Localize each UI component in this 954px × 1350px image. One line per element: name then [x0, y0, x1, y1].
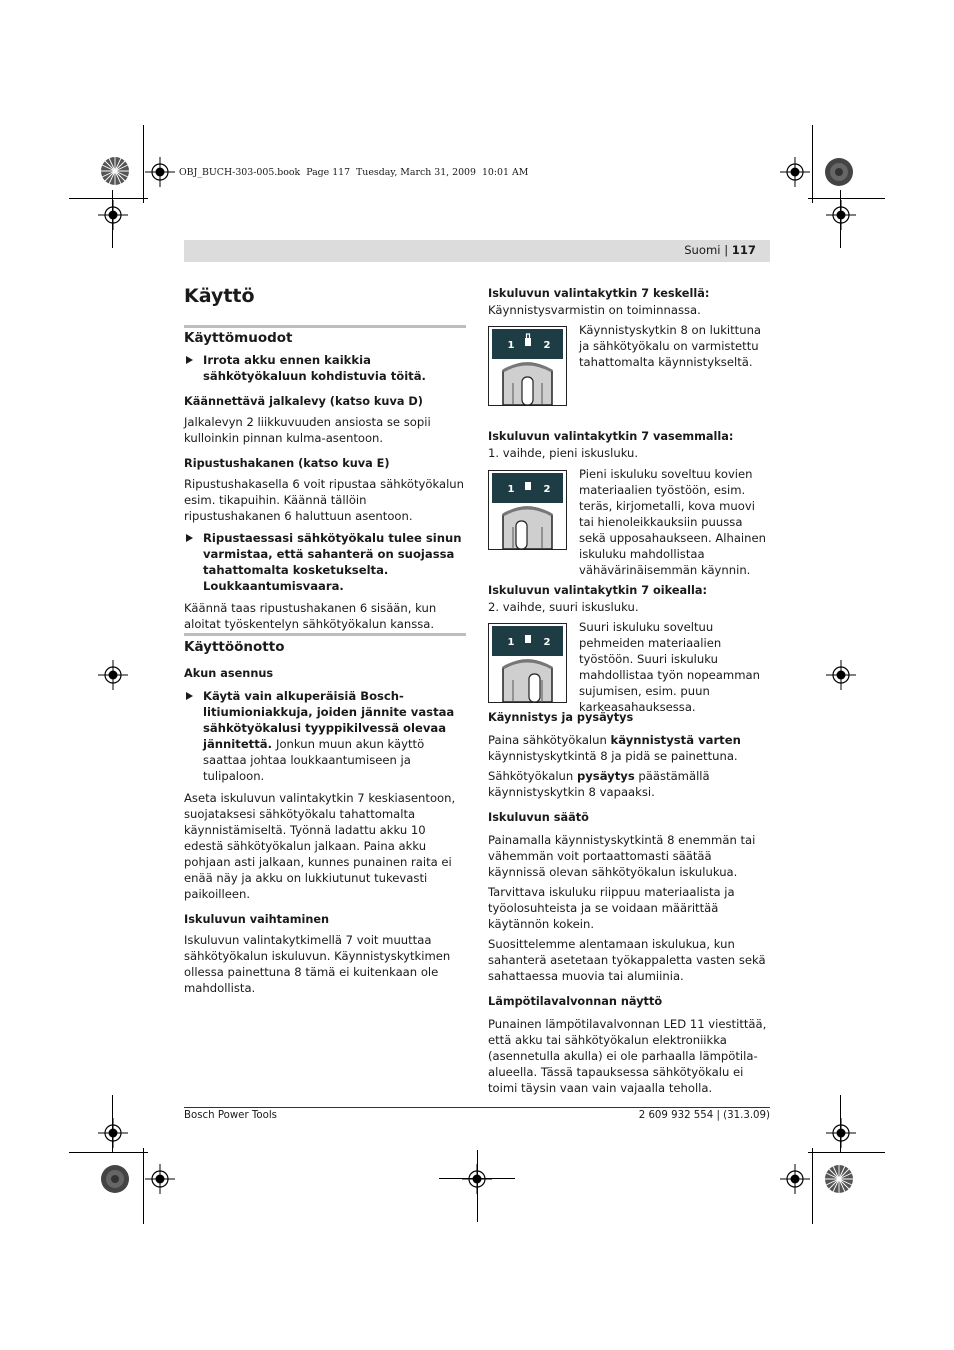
- paragraph: Käynnistysvarmistin on toiminnassa.: [488, 303, 701, 317]
- paragraph: Suosittelemme alentamaan iskulukua, kun sahanterä asetetaan työkappaletta vasten sekä sahattaessa muovia tai alumiinia.: [488, 937, 766, 983]
- header-language: Suomi: [684, 243, 721, 257]
- switch-figure-center: [488, 326, 567, 406]
- switch-left-text: Pieni iskuluku soveltuu kovien materiaalien työstöön, esim. teräs, kirjometalli, kova muovi tai hienoleikkauksiin puussa sekä upposahaukseen. Alhainen iskuluku mahdollistaa vähävärinäisemmän käynnin.: [579, 467, 766, 577]
- subheading: Iskuluvun valintakytkin 7 oikealla:: [488, 584, 708, 597]
- warning-item: Ripustaessasi sähkötyökalu tulee sinun varmistaa, että sahanterä on suojassa tahattomalta kosketukselta. Loukkaantumisvaara.: [184, 530, 466, 594]
- switch-left-icon: [489, 471, 566, 549]
- paragraph: 1. vaihde, pieni iskusluku.: [488, 446, 639, 460]
- warning-item: Käytä vain alkuperäisiä Bosch-litiumioniakkuja, joiden jännite vastaa sähkötyökalusi tyyppikilvessä olevaa jännitettä. Jonkun muun akun käyttö saattaa johtaa loukkaantumiseen ja tulipaloon.: [184, 688, 466, 784]
- paragraph: Painamalla käynnistyskytkintä 8 enemmän tai vähemmän voit portaattomasti säätää käynnissä olevan sähkötyökalun iskulukua.: [488, 833, 756, 879]
- registration-crosshair-icon: [780, 157, 810, 187]
- switch-right-block: [488, 583, 772, 619]
- registration-crosshair-icon: [98, 200, 128, 230]
- header-separator: |: [724, 243, 729, 257]
- starburst-target-icon: [824, 157, 854, 187]
- subheading: Iskuluvun valintakytkin 7 keskellä:: [488, 287, 710, 300]
- paragraph: Jalkalevyn 2 liikkuvuuden ansiosta se sopii kulloinkin pinnan kulma-asentoon.: [184, 415, 431, 445]
- paragraph: Käännä taas ripustushakanen 6 sisään, kun aloitat työskentelyn sähkötyökalun kanssa.: [184, 601, 437, 631]
- switch-figure-left: [488, 470, 567, 550]
- paragraph: Tarvittava iskuluku riippuu materiaalista ja työolosuhteista ja se voidaan määrittää käytännön kokein.: [488, 885, 735, 931]
- subheading: Lämpötilavalvonnan näyttö: [488, 995, 663, 1008]
- starburst-target-icon: [100, 1164, 130, 1194]
- registration-crosshair-icon: [826, 1118, 856, 1148]
- svg-text:1: 1: [507, 637, 515, 648]
- svg-text:1: 1: [507, 484, 515, 495]
- paragraph: Punainen lämpötilavalvonnan LED 11 viestittää, että akku tai sähkötyökalun elektroniikka (asennetulla akulla) ei ole parhaalla lämpötila-alueella. Tässä tapauksessa sähkötyökalu ei toimi täysin vaan vain vajaalla teholla.: [488, 1017, 767, 1095]
- paragraph: 2. vaihde, suuri iskusluku.: [488, 600, 639, 614]
- page-title: Käyttö: [184, 285, 255, 307]
- left-column-bottom: [184, 666, 466, 1000]
- footer-left: Bosch Power Tools: [184, 1110, 277, 1121]
- subheading: Iskuluvun vaihtaminen: [184, 913, 330, 926]
- switch-left-block: [488, 429, 772, 465]
- starburst-target-icon: [100, 156, 130, 186]
- svg-text:2: 2: [543, 637, 551, 648]
- switch-center-icon: [489, 327, 566, 405]
- registration-crosshair-icon: [780, 1164, 810, 1194]
- subheading: Käynnistys ja pysäytys: [488, 711, 634, 724]
- starburst-target-icon: [824, 1164, 854, 1194]
- left-column-top: [184, 352, 466, 636]
- section-heading-kayttomuodot: Käyttömuodot: [184, 330, 293, 346]
- subheading: Ripustushakanen (katso kuva E): [184, 457, 390, 470]
- switch-center-text: Käynnistyskytkin 8 on lukittuna ja sähkötyökalu on varmistettu tahattomalta käynnistykseltä.: [579, 323, 762, 369]
- footer-rule: [184, 1107, 770, 1108]
- section-heading-kayttoonotto: Käyttöönotto: [184, 639, 285, 655]
- registration-crosshair-icon: [98, 1118, 128, 1148]
- section-rule: [184, 325, 466, 328]
- paragraph: Iskuluvun valintakytkimellä 7 voit muuttaa sähkötyökalun iskuluvun. Käynnistyskytkimen ollessa painettuna 8 tämä ei kuitenkaan ole mahdollista.: [184, 933, 451, 995]
- paragraph: Aseta iskuluvun valintakytkin 7 keskiasentoon, suojataksesi sähkötyökalu tahattomalta käynnistämiseltä. Työnnä ladattu akku 10 edestä sähkötyökalun jalkaan. Paina akku pohjaan asti jalkaan, kunnes punainen raita ei enää näy ja akku on lukkiutunut tukevasti paikoilleen.: [184, 791, 456, 901]
- bullet-arrow-icon: [186, 692, 193, 700]
- registration-crosshair-icon: [145, 157, 175, 187]
- header-page-number: 117: [731, 243, 756, 257]
- subheading: Käännettävä jalkalevy (katso kuva D): [184, 395, 423, 408]
- svg-text:2: 2: [543, 340, 551, 351]
- switch-center-block: [488, 286, 772, 322]
- print-meta: OBJ_BUCH-303-005.book Page 117 Tuesday, March 31, 2009 10:01 AM: [179, 167, 529, 178]
- warning-item: Irrota akku ennen kaikkia sähkötyökaluun kohdistuvia töitä.: [184, 352, 466, 384]
- page-header: [600, 243, 756, 257]
- paragraph: Paina sähkötyökalun käynnistystä varten käynnistyskytkintä 8 ja pidä se painettuna.: [488, 733, 741, 763]
- registration-crosshair-icon: [826, 200, 856, 230]
- registration-crosshair-icon: [826, 660, 856, 690]
- subheading: Akun asennus: [184, 667, 274, 680]
- registration-crosshair-icon: [145, 1164, 175, 1194]
- footer-right: 2 609 932 554 | (31.3.09): [638, 1110, 770, 1121]
- section-rule: [184, 633, 466, 636]
- svg-text:1: 1: [507, 340, 515, 351]
- switch-figure-right: [488, 623, 567, 703]
- svg-text:2: 2: [543, 484, 551, 495]
- switch-right-text: Suuri iskuluku soveltuu pehmeiden materiaalien työstöön. Suuri iskuluku mahdollistaa työn nopeamman sujumisen, esim. puun karkeasahauksessa.: [579, 620, 760, 714]
- subheading: Iskuluvun valintakytkin 7 vasemmalla:: [488, 430, 734, 443]
- bullet-arrow-icon: [186, 356, 193, 364]
- registration-crosshair-icon: [98, 660, 128, 690]
- bullet-arrow-icon: [186, 534, 193, 542]
- right-column-bottom: [488, 710, 772, 1100]
- subheading: Iskuluvun säätö: [488, 811, 589, 824]
- switch-right-icon: [489, 624, 566, 702]
- paragraph: Sähkötyökalun pysäytys päästämällä käynnistyskytkin 8 vapaaksi.: [488, 769, 710, 799]
- paragraph: Ripustushakasella 6 voit ripustaa sähkötyökalun esim. tikapuihin. Käännä tällöin ripustushakanen 6 haluttuun asentoon.: [184, 477, 464, 523]
